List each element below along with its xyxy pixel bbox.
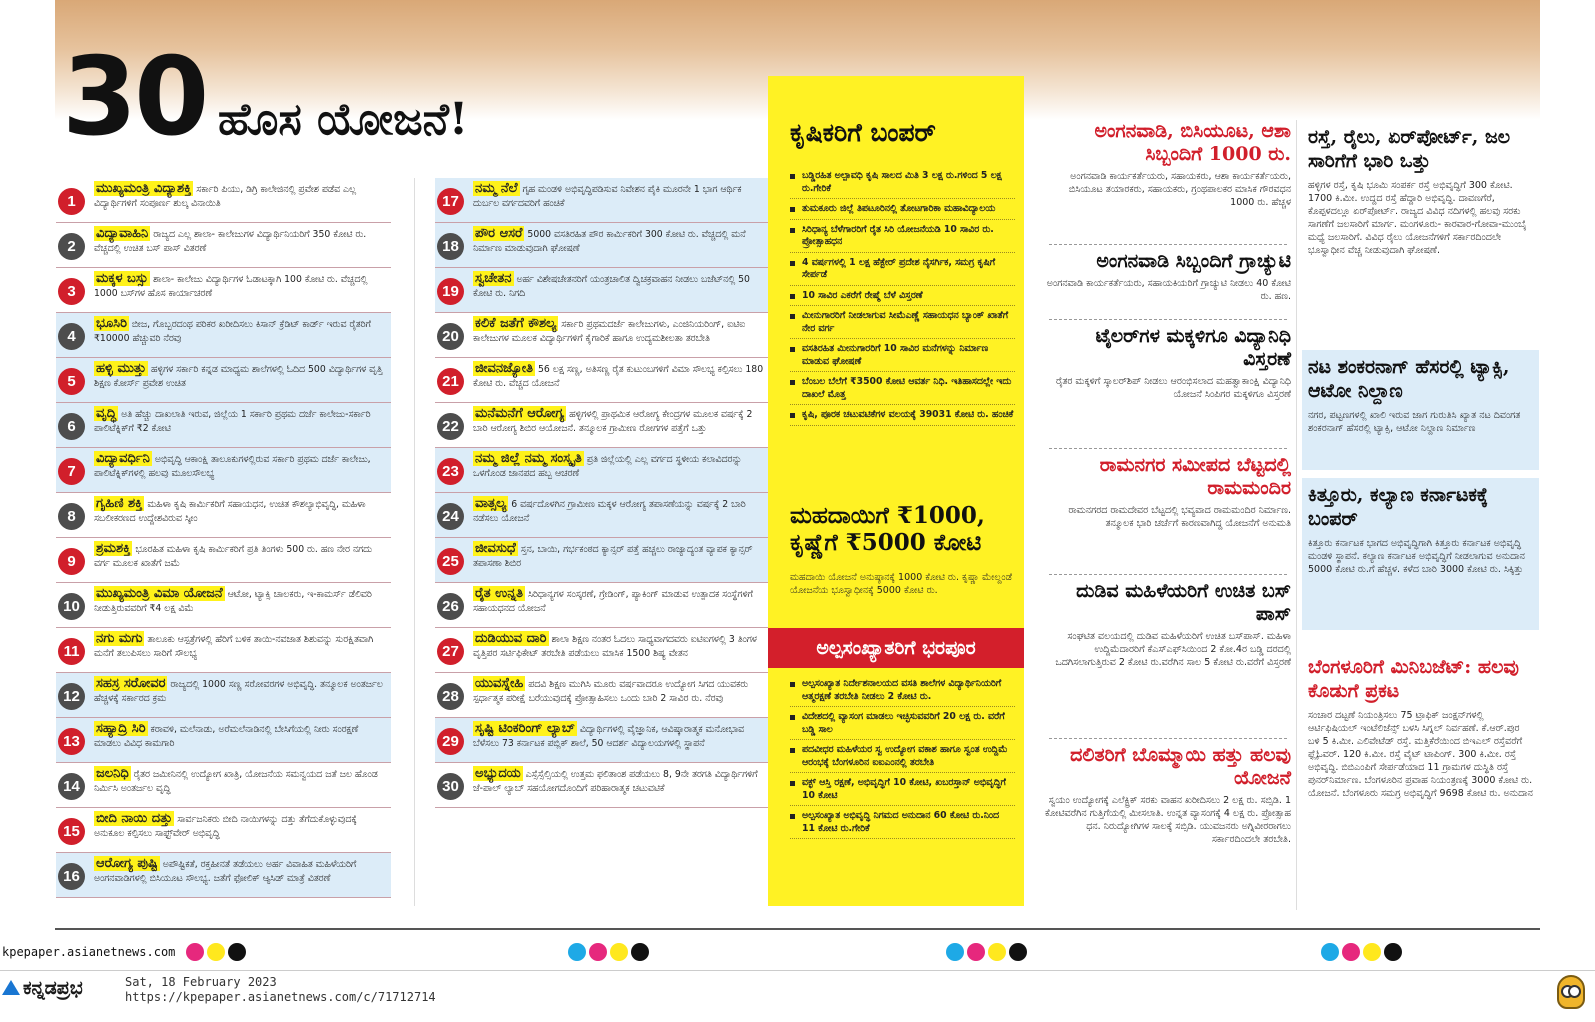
scheme-number-badge: 3 xyxy=(58,278,85,305)
footer-bar xyxy=(0,970,1595,1022)
scheme-title: ಹಳ್ಳಿ ಮುತ್ತು xyxy=(96,361,147,376)
scheme-title: ಸ್ವಚೇತನ xyxy=(475,271,512,286)
scheme-number-badge: 9 xyxy=(58,548,85,575)
scheme-description: ಗೃಹ ಮಂಡಳಿ ಅಭಿವೃದ್ಧಿಪಡಿಸುವ ನಿವೇಶನ ಪೈಕಿ ಮೂರನೇ 1 ಭಾಗ ಆರ್ಥಿಕ ದುರ್ಬಲ ವರ್ಗದವರಿಗೆ ಹಂಚಿಕೆ xyxy=(473,184,742,209)
bullet-item: ಕೃಷಿ, ಪೂರಕ ಚಟುವಟಿಕೆಗಳ ವಲಯಕ್ಕೆ 39031 ಕೋಟಿ ರು. ಹಂಚಿಕೆ xyxy=(790,409,1015,426)
scheme-item xyxy=(435,583,770,628)
scheme-number-badge: 12 xyxy=(58,683,85,710)
section-heading: ಕಿತ್ತೂರು, ಕಲ್ಯಾಣ ಕರ್ನಾಟಕಕ್ಕೆ ಬಂಪರ್ xyxy=(1308,484,1489,530)
scheme-title: ನಮ್ಮ ಜಿಲ್ಲೆ ನಮ್ಮ ಸಂಸ್ಕೃತಿ xyxy=(475,451,582,466)
scheme-text xyxy=(94,313,391,345)
mahadayi-text: ಮಹದಾಯಿ ಯೋಜನೆ ಅನುಷ್ಠಾನಕ್ಕೆ 1000 ಕೋಟಿ ರು. ಕೃಷ್ಣಾ ಮೇಲ್ದಂಡೆ ಯೋಜನೆಯ ಭೂಸ್ವಾಧೀನಕ್ಕೆ 5000 ಕೋಟಿ ರು. xyxy=(790,572,1012,596)
scheme-text xyxy=(94,358,391,390)
farmers-title: ಕೃಷಿಕರಿಗೆ ಬಂಪರ್ xyxy=(790,118,936,147)
scheme-description: ಶಾಲಾ ಶಿಕ್ಷಣ ನಂತರ ಓದಲು ಸಾಧ್ಯವಾಗದವರು ಐಟಿಐಗಳಲ್ಲಿ 3 ತಿಂಗಳ ವೃತ್ತಿಪರ ಸರ್ಟಿಫಿಕೇಟ್ ತರಬೇತಿ ಪಡೆಯಲು ಮಾಸಿಕ 1500 ಶಿಷ್ಯ ವೇತನ xyxy=(473,634,757,659)
mahadayi-title: ಮಹದಾಯಿಗೆ ₹1000, ಕೃಷ್ಣೆಗೆ ₹5000 ಕೋಟಿ xyxy=(790,502,985,557)
scheme-number-badge: 15 xyxy=(58,818,85,845)
scheme-number-badge: 8 xyxy=(58,503,85,530)
section-body: ಹಳ್ಳಿಗಳ ರಸ್ತೆ, ಕೃಷಿ ಭೂಮಿ ಸಂಪರ್ಕ ರಸ್ತೆ ಅಭಿವೃದ್ಧಿಗೆ 300 ಕೋಟಿ. 1700 ಕಿ.ಮೀ. ಉದ್ದದ ರಸ್ತೆ ಹೆದ್ದಾರಿ ಅಭಿವೃದ್ಧಿ. ದಾವಣಗೆರೆ, ಕೊಪ್ಪಳದಲ್ಲೂ ಏರ್‌ಪೋರ್ಟ್. ರಾಜ್ಯದ ವಿವಿಧ ನದಿಗಳಲ್ಲಿ ಹಲವು ಸರಕು ಸಾಗಣೆಗೆ ಜಲಸಾರಿಗೆ ಮಾರ್ಗ. ಮಂಗಳೂರು- ಕಾರವಾರ-ಗೋವಾ-ಮುಂಬೈ ಮಧ್ಯೆ ಜಲಸಾರಿಗೆ. ವಿವಿಧ ರೈಲು ಯೋಜನೆಗಳಿಗೆ ಸರ್ಕಾರದಿಂದಲೇ ಭೂಸ್ವಾಧೀನ ವೆಚ್ಚ ನೀಡುವುದಾಗಿ ಘೋಷಣೆ. xyxy=(1308,179,1527,256)
scheme-title: ಜೀವಸುಧೆ xyxy=(475,541,516,556)
news-section xyxy=(1302,350,1539,470)
scheme-text xyxy=(473,313,770,345)
scheme-number-badge: 4 xyxy=(58,323,85,350)
scheme-item xyxy=(56,358,391,403)
section-divider xyxy=(1049,448,1287,449)
scheme-description: ಶಾಲಾ- ಕಾಲೇಜು ವಿದ್ಯಾರ್ಥಿಗಳ ಓಡಾಟಕ್ಕಾಗಿ 100 ಕೋಟಿ ರು. ವೆಚ್ಚದಲ್ಲಿ 1000 ಬಸ್‌ಗಳ ಹೊಸ ಕಾರ್ಯಾಚರಣೆ xyxy=(94,274,368,299)
right-column xyxy=(1043,120,1293,910)
yellow-dot xyxy=(988,943,1006,961)
scheme-item xyxy=(56,853,391,898)
scheme-item xyxy=(435,628,770,673)
scheme-description: 5000 ವಸತಿರಹಿತ ಪೌರ ಕಾರ್ಮಿಕರಿಗೆ 300 ಕೋಟಿ ರು. ವೆಚ್ಚದಲ್ಲಿ ಮನೆ ನಿರ್ಮಾಣ ಮಾಡುವುದಾಗಿ ಘೋಷಣೆ xyxy=(473,229,746,254)
section-heading: ದುಡಿವ ಮಹಿಳೆಯರಿಗೆ ಉಚಿತ ಬಸ್ ಪಾಸ್ xyxy=(1076,580,1291,626)
scheme-description: ಪ್ರತಿ ಜಿಲ್ಲೆಯಲ್ಲಿ ಎಲ್ಲ ವರ್ಗದ ಸ್ಥಳೀಯ ಕಲಾವಿದರನ್ನು ಒಳಗೊಂಡ ಜಾನಪದ ಹಬ್ಬ ಆಚರಣೆ xyxy=(473,454,742,479)
schemes-list-left xyxy=(56,178,391,898)
scheme-number-badge: 28 xyxy=(437,683,464,710)
yellow-dot xyxy=(610,943,628,961)
section-body: ಸಂಘಟಿತ ವಲಯದಲ್ಲಿ ದುಡಿವ ಮಹಿಳೆಯರಿಗೆ ಉಚಿತ ಬಸ್‌ಪಾಸ್. ಮಹಿಳಾ ಉದ್ದಿಮೆದಾರರಿಗೆ ಕೆಎಸ್ಎಫ್‌ಸಿಯಿಂದ 2 ಕೋ.4ರ ಬಡ್ಡಿ ದರದಲ್ಲಿ ಒದಗಿಸಲಾಗುತ್ತಿರುವ 2 ಕೋಟಿ ರು.ವರೆಗಿನ ಸಾಲ 5 ಕೋಟಿ ರು.ವರೆಗೆ ವಿಸ್ತರಣೆ xyxy=(1055,631,1291,669)
scheme-description: ಅರ್ಹ ವಿಶೇಷಚೇತನರಿಗೆ ಯಂತ್ರಚಾಲಿತ ದ್ವಿಚಕ್ರವಾಹನ ನೀಡಲು ಬಜೆಟ್‌ನಲ್ಲಿ 50 ಕೋಟಿ ರು. ನಿಗದಿ xyxy=(473,274,750,299)
scheme-item xyxy=(56,538,391,583)
page-url[interactable]: https://kpepaper.asianetnews.com/c/71712714 xyxy=(125,990,436,1004)
bullet-item: ತುಮಕೂರು ಜಿಲ್ಲೆ ತಿಪಟೂರಿನಲ್ಲಿ ತೋಟಗಾರಿಕಾ ಮಹಾವಿದ್ಯಾಲಯ xyxy=(790,203,1015,220)
news-section xyxy=(1043,250,1291,303)
scheme-title: ಸಹಸ್ರ ಸರೋವರ xyxy=(96,676,166,691)
minority-banner: ಅಲ್ಪಸಂಖ್ಯಾತರಿಗೆ ಭರಪೂರ xyxy=(768,628,1024,668)
farmers-box xyxy=(768,76,1024,906)
scheme-item xyxy=(435,493,770,538)
scheme-title: ಮನೆಮನೆಗೆ ಆರೋಗ್ಯ xyxy=(475,406,565,421)
scheme-title: ಗೃಹಿಣಿ ಶಕ್ತಿ xyxy=(96,496,143,511)
news-section xyxy=(1043,120,1291,209)
section-divider xyxy=(1049,738,1287,739)
logo-text: ಕನ್ನಡಪ್ರಭ xyxy=(23,977,83,999)
scheme-number-badge: 22 xyxy=(437,413,464,440)
scheme-number-badge: 7 xyxy=(58,458,85,485)
scheme-description: ಅತಿ ಹೆಚ್ಚು ದಾಖಲಾತಿ ಇರುವ, ಜಿಲ್ಲೆಯ 1 ಸರ್ಕಾರಿ ಪ್ರಥಮ ದರ್ಜೆ ಕಾಲೇಜು-ಸರ್ಕಾರಿ ಪಾಲಿಟೆಕ್ನಿಕ್‌ಗೆ ₹2 ಕೋಟಿ xyxy=(94,409,371,434)
scheme-title: ವಿದ್ಯಾವಾಹಿನಿ xyxy=(96,226,149,241)
bullet-item: ವಸತಿರಹಿತ ಮೀನುಗಾರರಿಗೆ 10 ಸಾವಿರ ಮನೆಗಳನ್ನು ನಿರ್ಮಾಣ ಮಾಡುವ ಘೋಷಣೆ xyxy=(790,343,1015,372)
news-section xyxy=(1302,120,1539,342)
section-heading: ನಟ ಶಂಕರನಾಗ್ ಹೆಸರಲ್ಲಿ ಟ್ಯಾಕ್ಸಿ, ಆಟೋ ನಿಲ್ದಾಣ xyxy=(1308,356,1510,402)
scheme-text xyxy=(94,628,391,660)
scheme-number-badge: 27 xyxy=(437,638,464,665)
scheme-description: ಬೀಜ, ಗೊಬ್ಬರದಂಥ ಪರಿಕರ ಖರೀದಿಸಲು ಕಿಸಾನ್ ಕ್ರೆಡಿಟ್ ಕಾರ್ಡ್ ಇರುವ ರೈತರಿಗೆ ₹10000 ಹೆಚ್ಚುವರಿ ನೆರವು xyxy=(94,319,371,344)
scheme-title: ವೃದ್ಧಿ xyxy=(96,406,117,421)
scheme-number-badge: 14 xyxy=(58,773,85,800)
scheme-title: ಜಲನಿಧಿ xyxy=(96,766,129,781)
scheme-description: ಎಸ್ಸೆಸ್ಸೆಲ್ಸಿಯಲ್ಲಿ ಉತ್ತಮ ಫಲಿತಾಂಶ ಪಡೆಯಲು 8, 9ನೇ ತರಗತಿ ವಿದ್ಯಾರ್ಥಿಗಳಿಗೆ ಜೆ-ಪಾಲ್ ಲ್ಯಾಬ್ ಸಹಯೋಗದೊಂದಿಗೆ ಪರಿಹಾರಾತ್ಮಕ ಚಟುವಟಿಕೆ xyxy=(473,769,758,794)
scheme-item xyxy=(435,223,770,268)
section-heading: ಬೆಂಗಳೂರಿಗೆ ಮಿನಿಬಜೆಟ್: ಹಲವು ಕೊಡುಗೆ ಪ್ರಕಟ xyxy=(1308,656,1519,702)
scheme-description: ತಾಲೂಕು ಆಸ್ಪತ್ರೆಗಳಲ್ಲಿ ಹೆರಿಗೆ ಬಳಿಕ ತಾಯಿ-ನವಜಾತ ಶಿಶುವನ್ನು ಸುರಕ್ಷಿತವಾಗಿ ಮನೆಗೆ ತಲುಪಿಸಲು ಸಾರಿಗೆ ಸೌಲಭ್ಯ xyxy=(94,634,374,659)
scheme-item xyxy=(435,403,770,448)
scheme-number-badge: 24 xyxy=(437,503,464,530)
section-divider xyxy=(1049,319,1287,320)
section-heading: ಟೈಲರ್‌ಗಳ ಮಕ್ಕಳಿಗೂ ವಿದ್ಯಾನಿಧಿ ವಿಸ್ತರಣೆ xyxy=(1095,325,1291,371)
section-body: ಕಿತ್ತೂರು ಕರ್ನಾಟಕ ಭಾಗದ ಅಭಿವೃದ್ಧಿಗಾಗಿ ಕಿತ್ತೂರು ಕರ್ನಾಟಕ ಅಭಿವೃದ್ಧಿ ಮಂಡಳಿ ಸ್ಥಾಪನೆ. ಕಲ್ಯಾಣ ಕರ್ನಾಟಕ ಅಭಿವೃದ್ಧಿಗೆ ನೀಡಲಾಗುವ ಅನುದಾನ 5000 ಕೋಟಿ ರು.ಗೆ ಹೆಚ್ಚಳ. ಕಳೆದ ಬಾರಿ 3000 ಕೋಟಿ ರು. ಸಿಕ್ಕಿತ್ತು xyxy=(1308,537,1525,575)
scheme-item xyxy=(56,313,391,358)
scheme-title: ದುಡಿಯುವ ದಾರಿ xyxy=(475,631,547,646)
magenta-dot xyxy=(186,943,204,961)
scheme-description: ಸರ್ಕಾರಿ ಪಿಯು, ಡಿಗ್ರಿ ಕಾಲೇಜಿನಲ್ಲಿ ಪ್ರವೇಶ ಪಡೆವ ಎಲ್ಲ ವಿದ್ಯಾರ್ಥಿಗಳಿಗೆ ಸಂಪೂರ್ಣ ಶುಲ್ಕ ವಿನಾಯಿತಿ xyxy=(94,184,357,209)
scheme-description: ಸ್ತನ, ಬಾಯಿ, ಗರ್ಭಕಂಠದ ಕ್ಯಾನ್ಸರ್ ಪತ್ತೆ ಹಚ್ಚಲು ರಾಜ್ಯಾದ್ಯಂತ ವ್ಯಾಪಕ ಕ್ಯಾನ್ಸರ್ ತಪಾಸಣಾ ಶಿಬಿರ xyxy=(473,544,753,569)
scheme-description: ಮಹಿಳಾ ಕೃಷಿ ಕಾರ್ಮಿಕರಿಗೆ ಸಹಾಯಧನ, ಉಚಿತ ಕೌಶಲ್ಯಾಭಿವೃದ್ಧಿ, ಮಹಿಳಾ ಸಬಲೀಕರಣದ ಉದ್ದೇಶವಿರುವ ಸ್ಕೀಂ xyxy=(94,499,366,524)
bullet-item: ಅಲ್ಪಸಂಖ್ಯಾತ ಅಭಿವೃದ್ಧಿ ನಿಗಮದ ಅನುದಾನ 60 ಕೋಟಿ ರು.ನಿಂದ 11 ಕೋಟಿ ರು.ಗೇರಿಕೆ xyxy=(790,810,1015,839)
logo-icon xyxy=(2,980,20,995)
section-body: ಅಂಗನವಾಡಿ ಕಾರ್ಯಕರ್ತೆಯರು, ಸಹಾಯಕಿಯರಿಗೆ ಗ್ರಾಚ್ಯುಟಿ ನೀಡಲು 40 ಕೋಟಿ ರು. ಹಣ. xyxy=(1046,278,1291,303)
cmyk-marks xyxy=(186,943,246,961)
scheme-item xyxy=(435,538,770,583)
section-divider xyxy=(1049,244,1287,245)
section-heading: ರಸ್ತೆ, ರೈಲು, ಏರ್‌ಪೋರ್ಟ್, ಜಲ ಸಾರಿಗೆಗೆ ಭಾರಿ ಒತ್ತು xyxy=(1308,126,1511,172)
scheme-text xyxy=(94,808,391,840)
section-heading: ದಲಿತರಿಗೆ ಬೊಮ್ಮಾಯಿ ಹತ್ತು ಹಲವು ಯೋಜನೆ xyxy=(1070,744,1291,790)
scheme-description: 56 ಲಕ್ಷ ಸಣ್ಣ, ಅತಿಸಣ್ಣ ರೈತ ಕುಟುಂಬಗಳಿಗೆ ವಿಮಾ ಸೌಲಭ್ಯ ಕಲ್ಪಿಸಲು 180 ಕೋಟಿ ರು. ವೆಚ್ಚದ ಯೋಜನೆ xyxy=(473,364,764,389)
scheme-text xyxy=(94,448,391,480)
scheme-item xyxy=(435,448,770,493)
scheme-text xyxy=(94,853,391,885)
scheme-text xyxy=(473,268,770,300)
scheme-text xyxy=(473,538,770,570)
scheme-title: ವಿದ್ಯಾವರ್ಧಿನಿ xyxy=(96,451,150,466)
column-divider xyxy=(414,178,415,906)
scheme-description: ಸಿರಿಧಾನ್ಯಗಳ ಸಂಸ್ಕರಣೆ, ಗ್ರೇಡಿಂಗ್, ಪ್ಯಾಕಿಂಗ್ ಮಾಡುವ ಉತ್ಪಾದಕ ಸಂಸ್ಥೆಗಳಿಗೆ ಸಹಾಯಧನದ ಯೋಜನೆ xyxy=(473,589,753,614)
bullet-item: 10 ಸಾವಿರ ಎಕರೆಗೆ ರೇಷ್ಮೆ ಬೆಳೆ ವಿಸ್ತರಣೆ xyxy=(790,290,1015,307)
scheme-text xyxy=(473,403,770,435)
scheme-title: ನಗು ಮಗು xyxy=(96,631,143,646)
scheme-item xyxy=(435,673,770,718)
bullet-item: ವಕ್ಫ್ ಆಸ್ತಿ ರಕ್ಷಣೆ, ಅಭಿವೃದ್ಧಿಗೆ 10 ಕೋಟಿ, ಖಬರಸ್ತಾನ್ ಅಭಿವೃದ್ಧಿಗೆ 10 ಕೋಟಿ xyxy=(790,777,1015,806)
cyan-dot xyxy=(946,943,964,961)
scheme-text xyxy=(473,358,770,390)
cmyk-marks xyxy=(568,943,649,961)
scheme-item xyxy=(56,268,391,313)
scheme-text xyxy=(94,583,391,615)
scheme-number-badge: 6 xyxy=(58,413,85,440)
scheme-item xyxy=(56,673,391,718)
scheme-description: ಭೂರಹಿತ ಮಹಿಳಾ ಕೃಷಿ ಕಾರ್ಮಿಕರಿಗೆ ಪ್ರತಿ ತಿಂಗಳು 500 ರು. ಹಣ ನೇರ ನಗದು ವರ್ಗ ಮೂಲಕ ಖಾತೆಗೆ ಜಮೆ xyxy=(94,544,373,569)
scheme-description: ಪದವಿ ಶಿಕ್ಷಣ ಮುಗಿಸಿ ಮೂರು ವರ್ಷವಾದರೂ ಉದ್ಯೋಗ ಸಿಗದ ಯುವಕರು ಸ್ಪರ್ಧಾತ್ಮಕ ಪರೀಕ್ಷೆ ಬರೆಯುವುದಕ್ಕೆ ಪ್ರೋತ್ಸಾಹಿಸಲು ಒಂದು ಬಾರಿ 2 ಸಾವಿರ ರು. ನೆರವು xyxy=(473,679,749,704)
scheme-text xyxy=(473,448,770,480)
scheme-title: ಅಭ್ಯುದಯ xyxy=(475,766,521,781)
scheme-item xyxy=(435,358,770,403)
scheme-description: ರಾಜ್ಯದ ಎಲ್ಲ ಶಾಲಾ- ಕಾಲೇಜುಗಳ ವಿದ್ಯಾರ್ಥಿನಿಯರಿಗೆ 350 ಕೋಟಿ ರು. ವೆಚ್ಚದಲ್ಲಿ ಉಚಿತ ಬಸ್ ಪಾಸ್ ವಿತರಣೆ xyxy=(94,229,367,254)
section-heading: ಅಂಗನವಾಡಿ, ಬಿಸಿಯೂಟ, ಆಶಾ ಸಿಬ್ಬಂದಿಗೆ 1000 ರು. xyxy=(1094,120,1291,166)
scheme-number-badge: 30 xyxy=(437,773,464,800)
scheme-text xyxy=(473,178,770,210)
scheme-item xyxy=(56,448,391,493)
scheme-number-badge: 13 xyxy=(58,728,85,755)
scheme-item xyxy=(56,808,391,853)
scheme-text xyxy=(94,268,391,300)
scheme-title: ವಾತ್ಸಲ್ಯ xyxy=(475,496,507,511)
scheme-item xyxy=(56,718,391,763)
scheme-title: ಯುವಸ್ನೇಹಿ xyxy=(475,676,524,691)
scheme-description: ಅಪೌಷ್ಟಿಕತೆ, ರಕ್ತಹೀನತೆ ತಡೆಯಲು ಅರ್ಹ ವಿವಾಹಿತ ಮಹಿಳೆಯರಿಗೆ ಅಂಗನವಾಡಿಗಳಲ್ಲಿ ಬಿಸಿಯೂಟ ಸೌಲಭ್ಯ. ಜತೆಗೆ ಫೋಲಿಕ್ ಆ್ಯಸಿಡ್ ಮಾತ್ರೆ ವಿತರಣೆ xyxy=(94,859,357,884)
black-dot xyxy=(228,943,246,961)
scheme-description: ಸಾರ್ವಜನಿಕರು ಬೀದಿ ನಾಯಿಗಳನ್ನು ದತ್ತು ತೆಗೆದುಕೊಳ್ಳುವುದಕ್ಕೆ ಅನುಕೂಲ ಕಲ್ಪಿಸಲು ಸಾಫ್ಟ್‌ವೇರ್ ಅಭಿವೃದ್ಧಿ xyxy=(94,814,357,839)
section-heading: ರಾಮನಗರ ಸಮೀಪದ ಬೆಟ್ಟದಲ್ಲಿ ರಾಮಮಂದಿರ xyxy=(1099,454,1291,500)
headline-number: 30 xyxy=(62,35,207,160)
farmers-list xyxy=(790,170,1015,430)
section-body: ರೈತರ ಮಕ್ಕಳಿಗೆ ಸ್ಕಾಲರ್‌ಶಿಪ್ ನೀಡಲು ಆರಂಭಿಸಲಾದ ಮಹತ್ವಾಕಾಂಕ್ಷಿ ವಿದ್ಯಾನಿಧಿ ಯೋಜನೆ ಸಿಂಪಿಗರ ಮಕ್ಕಳಿಗೂ ವಿಸ್ತರಣೆ xyxy=(1055,376,1291,401)
bullet-item: 4 ವರ್ಷಗಳಲ್ಲಿ 1 ಲಕ್ಷ ಹೆಕ್ಟೇರ್ ಪ್ರದೇಶ ನೈಸರ್ಗಿಕ, ಸಮಗ್ರ ಕೃಷಿಗೆ ಸೇರ್ಪಡೆ xyxy=(790,257,1015,286)
bullet-item: ಅಲ್ಪಸಂಖ್ಯಾತ ನಿರ್ದೇಶನಾಲಯದ ವಸತಿ ಶಾಲೆಗಳ ವಿದ್ಯಾರ್ಥಿನಿಯರಿಗೆ ಆತ್ಮರಕ್ಷಣೆ ತರಬೇತಿ ನೀಡಲು 2 ಕೋಟಿ ರು. xyxy=(790,678,1015,707)
publication-date: Sat, 18 February 2023 xyxy=(125,975,277,989)
scheme-title: ಭೂಸಿರಿ xyxy=(96,316,127,331)
bullet-item: ವಿದೇಶದಲ್ಲಿ ವ್ಯಾಸಂಗ ಮಾಡಲು ಇಚ್ಛಿಸುವವರಿಗೆ 20 ಲಕ್ಷ ರು. ವರೆಗೆ ಬಡ್ಡಿ ಸಾಲ xyxy=(790,711,1015,740)
scheme-item xyxy=(56,763,391,808)
yellow-dot xyxy=(207,943,225,961)
section-body: ಅಂಗನವಾಡಿ ಕಾರ್ಯಕರ್ತೆಯರು, ಸಹಾಯಕರು, ಆಶಾ ಕಾರ್ಯಕರ್ತೆಯರು, ಬಿಸಿಯೂಟ ತಯಾರಕರು, ಸಹಾಯಕರು, ಗ್ರಂಥಪಾಲಕರ ಮಾಸಿಕ ಗೌರವಧನ 1000 ರು. ಹೆಚ್ಚಳ xyxy=(1068,171,1291,209)
scheme-title: ಮಕ್ಕಳ ಬಸ್ಸು xyxy=(96,271,149,286)
column-divider xyxy=(1296,120,1297,910)
section-heading: ಅಂಗನವಾಡಿ ಸಿಬ್ಬಂದಿಗೆ ಗ್ರಾಚ್ಯುಟಿ xyxy=(1096,250,1291,272)
scheme-text xyxy=(473,493,770,525)
scheme-text xyxy=(94,223,391,255)
scheme-description: ಅಭಿವೃದ್ಧಿ ಆಕಾಂಕ್ಷಿ ತಾಲೂಕುಗಳಲ್ಲಿರುವ ಸರ್ಕಾರಿ ಪ್ರಥಮ ದರ್ಜೆ ಕಾಲೇಜು, ಪಾಲಿಟೆಕ್ನಿಕ್‌ಗಳಲ್ಲಿ ಹಲವು ಮೂಲಸೌಲಭ್ಯ xyxy=(94,454,371,479)
minority-list xyxy=(790,678,1015,843)
scheme-number-badge: 19 xyxy=(437,278,464,305)
scheme-title: ಸಹ್ಯಾದ್ರಿ ಸಿರಿ xyxy=(96,721,146,736)
scheme-description: ವಿದ್ಯಾರ್ಥಿಗಳಲ್ಲಿ ವೈಜ್ಞಾನಿಕ, ಆವಿಷ್ಕಾರಾತ್ಮಕ ಮನೋಭಾವ ಬೆಳೆಸಲು 73 ಕರ್ನಾಟಕ ಪಬ್ಲಿಕ್ ಶಾಲೆ, 50 ಆದರ್ಶ ವಿದ್ಯಾಲಯಗಳಲ್ಲಿ ಸ್ಥಾಪನೆ xyxy=(473,724,745,749)
scheme-item xyxy=(56,403,391,448)
section-body: ನಗರ, ಪಟ್ಟಣಗಳಲ್ಲಿ ಖಾಲಿ ಇರುವ ಜಾಗ ಗುರುತಿಸಿ ಖ್ಯಾತ ನಟ ದಿವಂಗತ ಶಂಕರನಾಗ್ ಹೆಸರಲ್ಲಿ ಟ್ಯಾಕ್ಸಿ, ಆಟೋ ನಿಲ್ದಾಣ ನಿರ್ಮಾಣ xyxy=(1308,409,1521,434)
scheme-title: ಕಲಿಕೆ ಜತೆಗೆ ಕೌಶಲ್ಯ xyxy=(475,316,557,331)
scheme-item xyxy=(435,178,770,223)
scheme-number-badge: 10 xyxy=(58,593,85,620)
scheme-text xyxy=(94,538,391,570)
scheme-text xyxy=(473,223,770,255)
cyan-dot xyxy=(568,943,586,961)
scheme-item xyxy=(56,223,391,268)
scheme-number-badge: 5 xyxy=(58,368,85,395)
cmyk-marks xyxy=(946,943,1027,961)
magenta-dot xyxy=(589,943,607,961)
scheme-title: ಪೌರ ಆಸರೆ xyxy=(475,226,523,241)
scheme-text xyxy=(473,583,770,615)
scheme-item xyxy=(56,493,391,538)
scheme-text xyxy=(473,718,770,750)
news-section xyxy=(1043,325,1291,401)
section-body: ರಾಮನಗರದ ರಾಮದೇವರ ಬೆಟ್ಟದಲ್ಲಿ ಭವ್ಯವಾದ ರಾಮಮಂದಿರ ನಿರ್ಮಾಣ. ತನ್ಮೂಲಕ ಭಾರಿ ಚರ್ಚೆಗೆ ಕಾರಣವಾಗಿದ್ದ ಯೋಜನೆಗೆ ಅನುಮತಿ xyxy=(1068,505,1291,530)
scheme-description: ಹಳ್ಳಿಗಳಲ್ಲಿ ಪ್ರಾಥಮಿಕ ಆರೋಗ್ಯ ಕೇಂದ್ರಗಳ ಮೂಲಕ ವರ್ಷಕ್ಕೆ 2 ಬಾರಿ ಆರೋಗ್ಯ ಶಿಬಿರ ಆಯೋಜನೆ. ತನ್ಮೂಲಕ ಗ್ರಾಮೀಣ ರೋಗಗಳ ಪತ್ತೆಗೆ ಒತ್ತು xyxy=(473,409,753,434)
scheme-text xyxy=(94,403,391,435)
yellow-dot xyxy=(1363,943,1381,961)
scheme-item xyxy=(435,313,770,358)
site-url[interactable]: kpepaper.asianetnews.com xyxy=(2,945,176,959)
scheme-title: ರೈತ ಉನ್ನತಿ xyxy=(475,586,524,601)
news-section xyxy=(1043,744,1291,846)
bullet-item: ಬೆಂಬಲ ಬೆಲೆಗೆ ₹3500 ಕೋಟಿ ಆವರ್ತ ನಿಧಿ. ಇತಿಹಾಸದಲ್ಲೇ ಇದು ದಾಖಲೆ ಮೊತ್ತ xyxy=(790,376,1015,405)
scheme-description: ಸರ್ಕಾರಿ ಪ್ರಥಮದರ್ಜೆ ಕಾಲೇಜುಗಳು, ಎಂಜಿನಿಯರಿಂಗ್, ಐಟಿಐ ಕಾಲೇಜುಗಳ ಮೂಲಕ ವಿದ್ಯಾರ್ಥಿಗಳಿಗೆ ಕೈಗಾರಿಕೆ ಹಾಗೂ ಉದ್ಯಮಶೀಲತಾ ತರಬೇತಿ xyxy=(473,319,746,344)
scheme-number-badge: 21 xyxy=(437,368,464,395)
scheme-description: ರಾಜ್ಯದಲ್ಲಿ 1000 ಸಣ್ಣ ಸರೋವರಗಳ ಅಭಿವೃದ್ಧಿ. ತನ್ಮೂಲಕ ಅಂತರ್ಜಲ ಹೆಚ್ಚಳಕ್ಕೆ ಸರ್ಕಾರದ ಕ್ರಮ xyxy=(94,679,383,704)
scheme-number-badge: 26 xyxy=(437,593,464,620)
scheme-text xyxy=(94,763,391,795)
scheme-title: ಸೃಷ್ಟಿ ಟಿಂಕರಿಂಗ್ ಲ್ಯಾಬ್ xyxy=(475,721,575,736)
scheme-description: ಆಟೋ, ಟ್ಯಾಕ್ಸಿ ಚಾಲಕರು, ಇ-ಕಾಮರ್ಸ್ ಡೆಲಿವರಿ ನೀಡುತ್ತಿರುವವರಿಗೆ ₹4 ಲಕ್ಷ ವಿಮೆ xyxy=(94,589,372,614)
scheme-text xyxy=(473,763,770,795)
scheme-number-badge: 23 xyxy=(437,458,464,485)
scheme-number-badge: 11 xyxy=(58,638,85,665)
scheme-item xyxy=(435,718,770,763)
scheme-title: ನಮ್ಮ ನೆಲೆ xyxy=(475,181,518,196)
bullet-item: ಸಿರಿಧಾನ್ಯ ಬೆಳೆಗಾರರಿಗೆ ರೈತ ಸಿರಿ ಯೋಜನೆಯಡಿ 10 ಸಾವಿರ ರು. ಪ್ರೋತ್ಸಾಹಧನ xyxy=(790,224,1015,253)
black-dot xyxy=(631,943,649,961)
section-divider xyxy=(1049,574,1287,575)
scheme-item xyxy=(56,628,391,673)
scheme-text xyxy=(94,178,391,210)
news-section xyxy=(1302,650,1539,910)
footer-meta xyxy=(125,975,436,1005)
section-body: ಸಂಚಾರ ದಟ್ಟಣೆ ನಿಯಂತ್ರಿಸಲು 75 ಟ್ರಾಫಿಕ್ ಜಂಕ್ಷನ್‌ಗಳಲ್ಲಿ ಆರ್ಟಿಫಿಷಿಯಲ್ ಇಂಟೆಲಿಜೆನ್ಸ್ ಬಳಸಿ ಸಿಗ್ನಲ್ ನಿರ್ವಹಣೆ. ಕೆ.ಆರ್.ಪುರ ಬಳಿ 5 ಕಿ.ಮೀ. ಎಲಿವೇಟೆಡ್ ರಸ್ತೆ. ಮತ್ತಿಕೆರೆಯಿಂದ ಬಿಇಎಲ್ ರಸ್ತೆವರೆಗೆ ಫ್ಲೈಓವರ್. 120 ಕಿ.ಮೀ. ರಸ್ತೆ ವೈಟ್ ಟಾಪಿಂಗ್. 300 ಕಿ.ಮೀ. ರಸ್ತೆ ಅಭಿವೃದ್ಧಿ. ಬಿಬಿಎಂಪಿಗೆ ಸೇರ್ಪಡೆಯಾದ 11 ಗ್ರಾಮಗಳ ದುಸ್ಥಿತಿ ರಸ್ತೆ ಪುನರ್‌ನಿರ್ಮಾಣ. ಬೆಂಗಳೂರಿನ ಪ್ರವಾಹ ನಿಯಂತ್ರಣಕ್ಕೆ 3000 ಕೋಟಿ ರು. ಯೋಜನೆ. ಬೆಂಗಳೂರು ಸಮಗ್ರ ಅಭಿವೃದ್ಧಿಗೆ 9698 ಕೋಟಿ ರು. ಅನುದಾನ xyxy=(1308,709,1533,799)
scheme-description: ರೈತರ ಜಮೀನಿನಲ್ಲಿ ಉದ್ಯೋಗ ಖಾತ್ರಿ, ಯೋಜನೆಯ ಸಮನ್ವಯದ ಜತೆ ಜಲ ಹೊಂಡ ನಿರ್ಮಿಸಿ ಅಂತರ್ಜಲ ವೃದ್ಧಿ xyxy=(94,769,378,794)
news-section xyxy=(1043,454,1291,530)
scheme-title: ಜೀವನಜ್ಯೋತಿ xyxy=(475,361,534,376)
scheme-title: ಆರೋಗ್ಯ ಪುಷ್ಟಿ xyxy=(96,856,158,871)
schemes-list-middle xyxy=(435,178,770,808)
bullet-item: ಪದವೀಧರ ಮಹಿಳೆಯರ ಸ್ವ ಉದ್ಯೋಗ ವಕಾಶ ಹಾಗೂ ಸ್ವಂತ ಉದ್ದಿಮೆ ಆರಂಭಕ್ಕೆ ಬೆಂಗಳೂರಿನ ಐಐಎಂನಲ್ಲಿ ತರಬೇತಿ xyxy=(790,744,1015,773)
scheme-number-badge: 16 xyxy=(58,863,85,890)
scheme-text xyxy=(94,673,391,705)
scheme-title: ಮುಖ್ಯಮಂತ್ರಿ ವಿದ್ಯಾಶಕ್ತಿ xyxy=(96,181,192,196)
scheme-text xyxy=(94,493,391,525)
scheme-title: ಮುಖ್ಯಮಂತ್ರಿ ವಿಮಾ ಯೋಜನೆ xyxy=(96,586,223,601)
bottom-rule xyxy=(55,928,1540,930)
scheme-item xyxy=(435,763,770,808)
black-dot xyxy=(1384,943,1402,961)
cmyk-marks xyxy=(1321,943,1402,961)
scheme-item xyxy=(435,268,770,313)
scheme-text xyxy=(473,628,770,660)
owl-mascot-icon xyxy=(1557,975,1585,1009)
scheme-number-badge: 2 xyxy=(58,233,85,260)
scheme-number-badge: 17 xyxy=(437,188,464,215)
bullet-item: ಮೀನುಗಾರರಿಗೆ ನೀಡಲಾಗುವ ಸೀಮೆಎಣ್ಣೆ ಸಹಾಯಧನ ಬ್ಯಾಂಕ್ ಖಾತೆಗೆ ನೇರ ವರ್ಗ xyxy=(790,310,1015,339)
magenta-dot xyxy=(1342,943,1360,961)
magenta-dot xyxy=(967,943,985,961)
bullet-item: ಬಡ್ಡಿರಹಿತ ಅಲ್ಪಾವಧಿ ಕೃಷಿ ಸಾಲದ ಮಿತಿ 3 ಲಕ್ಷ ರು.ಗಳಿಂದ 5 ಲಕ್ಷ ರು.ಗೇರಿಕೆ xyxy=(790,170,1015,199)
news-section xyxy=(1302,478,1539,630)
scheme-number-badge: 25 xyxy=(437,548,464,575)
scheme-title: ಶ್ರಮಶಕ್ತಿ xyxy=(96,541,131,556)
far-right-column xyxy=(1302,120,1539,910)
scheme-number-badge: 1 xyxy=(58,188,85,215)
scheme-number-badge: 18 xyxy=(437,233,464,260)
black-dot xyxy=(1009,943,1027,961)
scheme-title: ಬೀದಿ ನಾಯಿ ದತ್ತು xyxy=(96,811,173,826)
scheme-description: 6 ವರ್ಷದೊಳಗಿನ ಗ್ರಾಮೀಣ ಮಕ್ಕಳ ಆರೋಗ್ಯ ತಪಾಸಣೆಯನ್ನು ವರ್ಷಕ್ಕೆ 2 ಬಾರಿ ನಡೆಸಲು ಯೋಜನೆ xyxy=(473,499,746,524)
scheme-description: ಹಳ್ಳಿಗಳ ಸರ್ಕಾರಿ ಕನ್ನಡ ಮಾಧ್ಯಮ ಶಾಲೆಗಳಲ್ಲಿ ಓದಿದ 500 ವಿದ್ಯಾರ್ಥಿಗಳ ವೃತ್ತಿ ಶಿಕ್ಷಣ ಕೋರ್ಸ್ ಪ್ರವೇಶ ಉಚಿತ xyxy=(94,364,383,389)
cyan-dot xyxy=(1321,943,1339,961)
scheme-number-badge: 20 xyxy=(437,323,464,350)
headline-text: ಹೊಸ ಯೋಜನೆ! xyxy=(218,94,469,145)
section-body: ಸ್ವಯಂ ಉದ್ಯೋಗಕ್ಕೆ ಎಲೆಕ್ಟ್ರಿಕ್ ಸರಕು ವಾಹನ ಖರೀದಿಸಲು 2 ಲಕ್ಷ ರು. ಸಬ್ಸಿಡಿ. 1 ಕೋಟಿವರೆಗಿನ ಗುತ್ತಿಗೆಯಲ್ಲಿ ಮೀಸಲಾತಿ. ಉನ್ನತ ವ್ಯಾಸಂಗಕ್ಕೆ 4 ಲಕ್ಷ ರು. ಪ್ರೋತ್ಸಾಹ ಧನ. ನಿರುದ್ಯೋಗಿಗಳ ಸಾಲಕ್ಕೆ ಸಬ್ಸಿಡಿ. ಯುವಜನರು ಅಗ್ನಿವೀರರಾಗಲು ಸರ್ಕಾರದಿಂದಲೇ ತರಬೇತಿ. xyxy=(1045,795,1291,846)
scheme-text xyxy=(94,718,391,750)
news-section xyxy=(1043,580,1291,669)
scheme-text xyxy=(473,673,770,705)
scheme-item xyxy=(56,178,391,223)
scheme-description: ಕರಾವಳಿ, ಮಲೆನಾಡು, ಅರೆಮಲೆನಾಡಿನಲ್ಲಿ ಬೇಸಿಗೆಯಲ್ಲಿ ನೀರು ಸಂರಕ್ಷಣೆ ಮಾಡಲು ವಿವಿಧ ಕಾಮಗಾರಿ xyxy=(94,724,359,749)
scheme-number-badge: 29 xyxy=(437,728,464,755)
kannadaprabha-logo[interactable] xyxy=(2,979,83,998)
scheme-item xyxy=(56,583,391,628)
